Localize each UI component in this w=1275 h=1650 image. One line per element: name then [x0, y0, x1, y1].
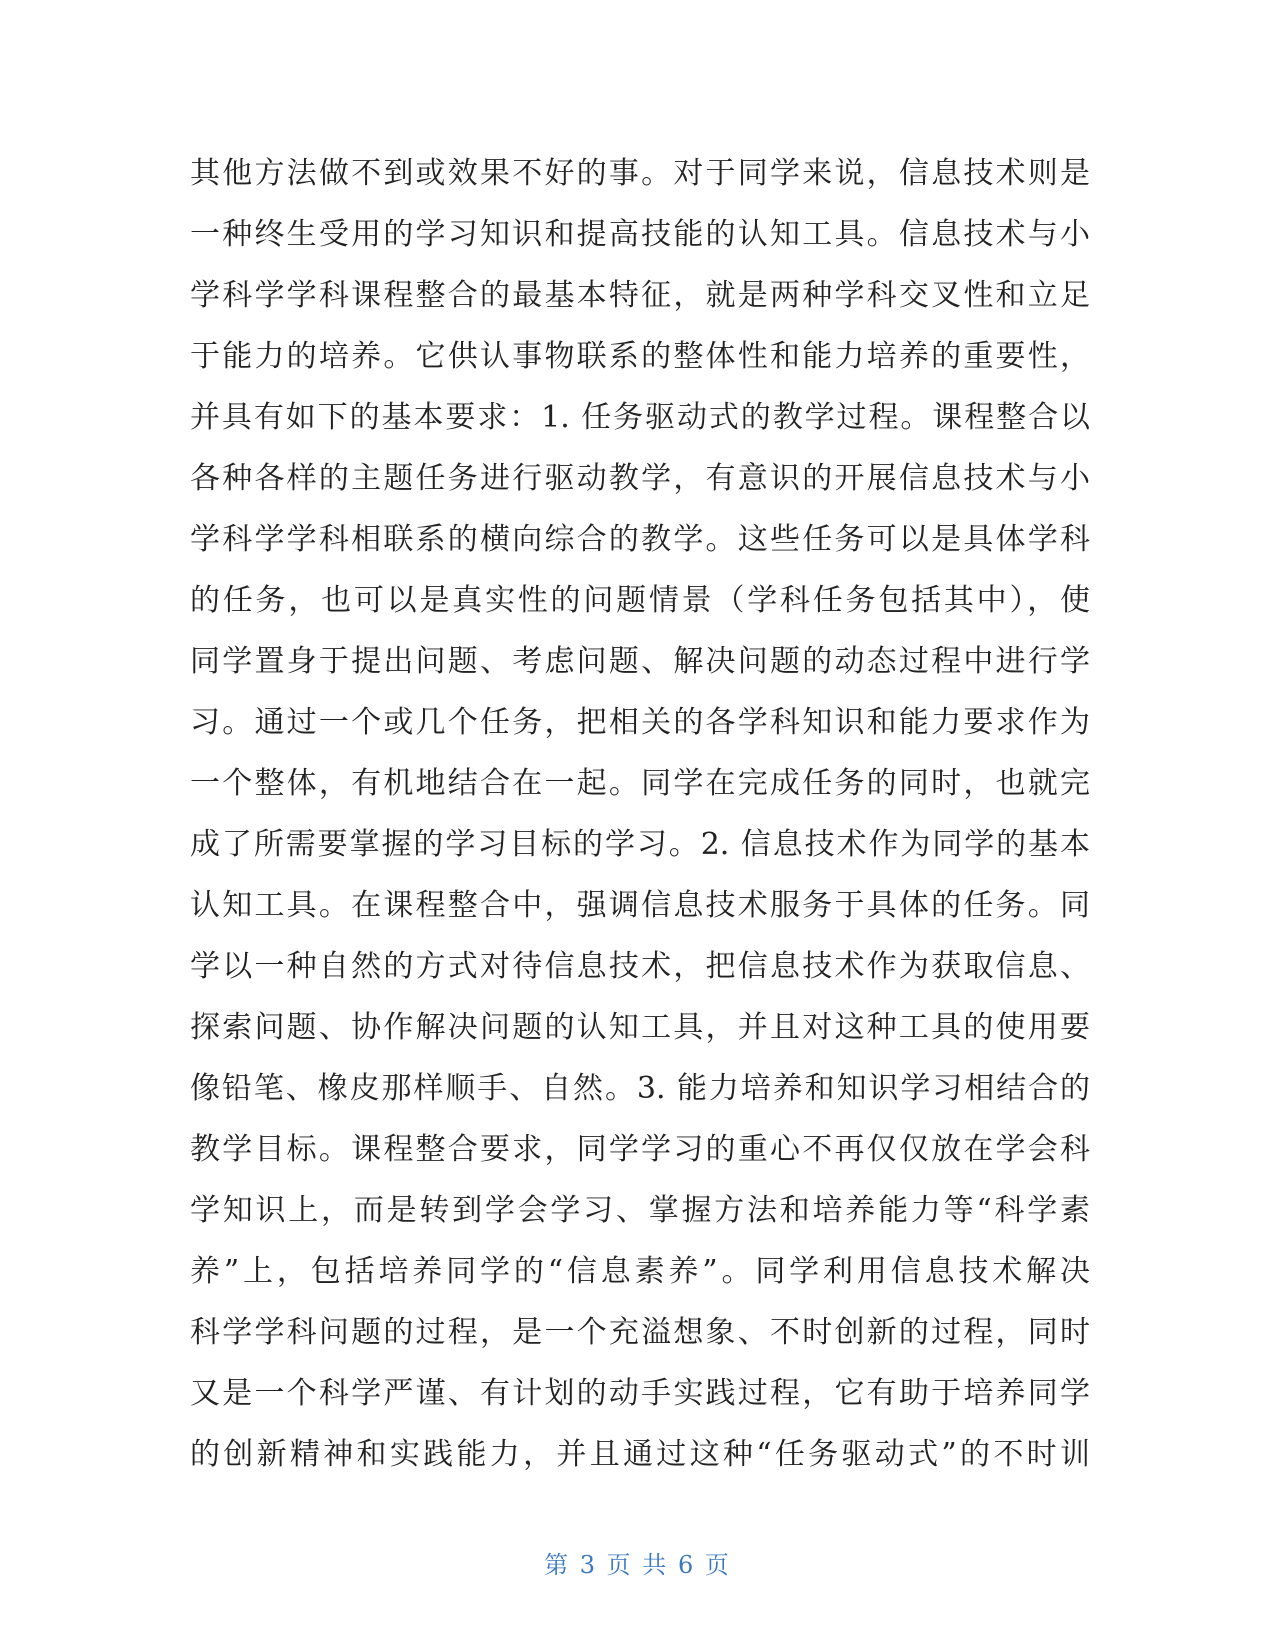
text-line: 认知工具。在课程整合中，强调信息技术服务于具体的任务。同: [190, 888, 1090, 923]
text-line: 并具有如下的基本要求：1. 任务驱动式的教学过程。课程整合以: [190, 400, 1090, 435]
body-text: [190, 143, 1090, 1485]
text-line: 学知识上，而是转到学会学习、掌握方法和培养能力等“科学素: [190, 1193, 1090, 1228]
text-line: 一个整体，有机地结合在一起。同学在完成任务的同时，也就完: [190, 766, 1090, 801]
text-line: 的创新精神和实践能力，并且通过这种“任务驱动式”的不时训: [190, 1437, 1090, 1472]
text-line: 学科学学科相联系的横向综合的教学。这些任务可以是具体学科: [190, 522, 1090, 557]
text-line: 养”上，包括培养同学的“信息素养”。同学利用信息技术解决: [190, 1254, 1090, 1289]
text-line: 习。通过一个或几个任务，把相关的各学科知识和能力要求作为: [190, 705, 1090, 740]
text-line: 探索问题、协作解决问题的认知工具，并且对这种工具的使用要: [190, 1010, 1090, 1045]
text-line: 又是一个科学严谨、有计划的动手实践过程，它有助于培养同学: [190, 1376, 1090, 1411]
text-line: 于能力的培养。它供认事物联系的整体性和能力培养的重要性，: [190, 339, 1090, 374]
text-line: 同学置身于提出问题、考虑问题、解决问题的动态过程中进行学: [190, 644, 1090, 679]
text-line: 成了所需要掌握的学习目标的学习。2. 信息技术作为同学的基本: [190, 827, 1090, 862]
text-line: 科学学科问题的过程，是一个充溢想象、不时创新的过程，同时: [190, 1315, 1090, 1350]
text-line: 一种终生受用的学习知识和提高技能的认知工具。信息技术与小: [190, 217, 1090, 252]
text-line: 其他方法做不到或效果不好的事。对于同学来说，信息技术则是: [190, 156, 1090, 191]
page-number-footer: 第 3 页 共 6 页: [544, 1551, 731, 1579]
text-line: 像铅笔、橡皮那样顺手、自然。3. 能力培养和知识学习相结合的: [190, 1071, 1090, 1106]
text-line: 各种各样的主题任务进行驱动教学，有意识的开展信息技术与小: [190, 461, 1090, 496]
text-line: 学科学学科课程整合的最基本特征，就是两种学科交叉性和立足: [190, 278, 1090, 313]
text-line: 学以一种自然的方式对待信息技术，把信息技术作为获取信息、: [190, 949, 1090, 984]
text-line: 教学目标。课程整合要求，同学学习的重心不再仅仅放在学会科: [190, 1132, 1090, 1167]
text-line: 的任务，也可以是真实性的问题情景（学科任务包括其中），使: [190, 583, 1090, 618]
